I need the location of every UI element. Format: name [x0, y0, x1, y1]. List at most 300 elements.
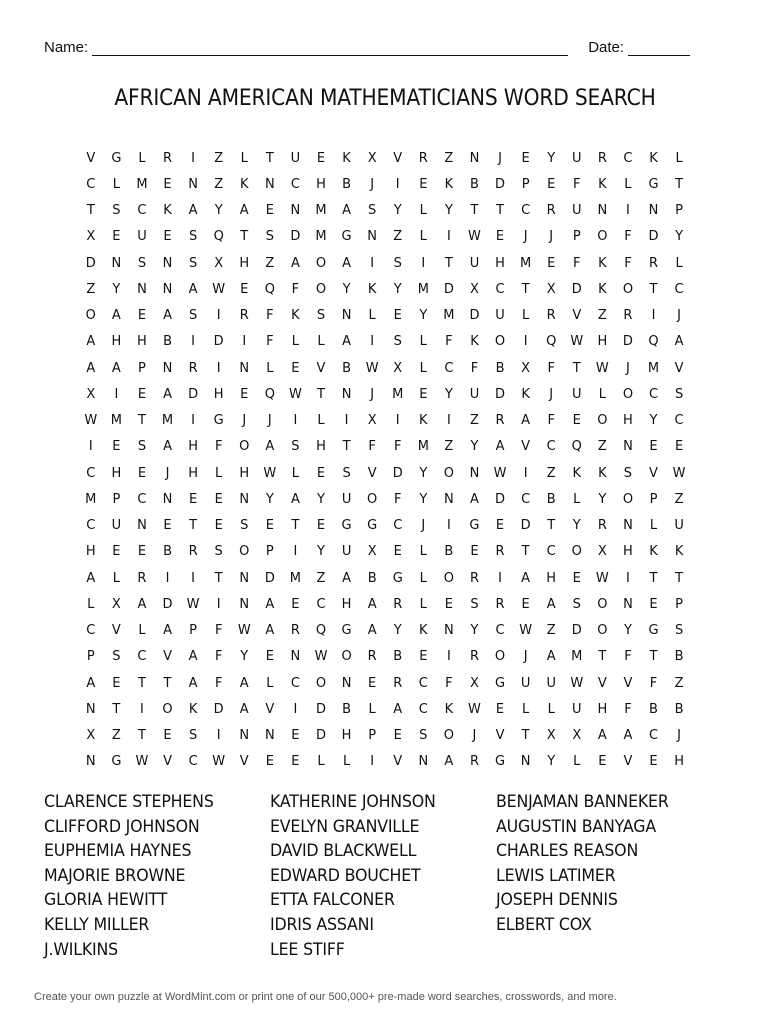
grid-letter: R	[290, 623, 300, 639]
grid-letter: L	[291, 334, 300, 350]
grid-letter: F	[547, 360, 555, 376]
grid-letter: Z	[265, 255, 275, 271]
grid-letter: X	[86, 386, 96, 402]
grid-letter: C	[444, 360, 454, 376]
grid-letter: F	[214, 675, 223, 691]
grid-letter: Z	[86, 281, 96, 297]
grid-row	[78, 723, 692, 749]
grid-letter: L	[419, 229, 427, 245]
grid-row	[78, 303, 692, 329]
grid-letter: O	[597, 596, 608, 612]
grid-letter: V	[597, 675, 607, 691]
word-list-item	[496, 940, 706, 960]
grid-letter: Y	[547, 150, 556, 166]
grid-letter: I	[216, 728, 221, 744]
grid-letter: L	[598, 386, 606, 402]
grid-letter: O	[367, 491, 378, 507]
grid-letter: D	[162, 596, 173, 612]
grid-letter: H	[341, 728, 352, 744]
grid-letter: W	[468, 229, 481, 245]
grid-letter: N	[239, 728, 250, 744]
grid-letter: L	[291, 465, 300, 481]
grid-letter: I	[191, 413, 196, 429]
grid-letter: N	[239, 596, 250, 612]
grid-letter: K	[342, 150, 351, 166]
grid-letter: A	[495, 439, 505, 455]
grid-letter: Z	[674, 491, 684, 507]
grid-letter: W	[519, 623, 533, 639]
grid-letter: H	[239, 465, 250, 481]
grid-letter: S	[316, 308, 326, 324]
grid-letter: L	[419, 544, 427, 560]
grid-letter: N	[444, 491, 454, 507]
grid-letter: F	[573, 176, 581, 192]
grid-row	[78, 224, 692, 250]
grid-letter: Y	[675, 229, 684, 245]
grid-letter: H	[623, 413, 633, 429]
grid-letter: L	[419, 596, 427, 612]
grid-letter: F	[649, 675, 658, 691]
grid-letter: I	[523, 465, 528, 481]
grid-letter: Y	[214, 203, 223, 219]
grid-letter: O	[315, 281, 327, 297]
grid-letter: W	[595, 360, 609, 376]
grid-letter: A	[342, 255, 352, 271]
header-row	[44, 34, 698, 56]
grid-letter: E	[316, 465, 326, 481]
word-list-item: ETTA FALCONER	[270, 890, 395, 911]
grid-letter: Y	[317, 491, 325, 507]
grid-letter: F	[214, 623, 223, 639]
grid-letter: B	[495, 360, 505, 376]
grid-letter: A	[546, 649, 556, 665]
grid-letter: N	[418, 754, 429, 770]
grid-letter: A	[342, 570, 352, 586]
grid-letter: V	[265, 701, 275, 717]
grid-letter: U	[572, 386, 582, 402]
grid-letter: G	[648, 176, 659, 192]
letter-grid	[78, 145, 692, 775]
grid-letter: X	[111, 596, 121, 612]
grid-letter: M	[392, 386, 404, 402]
grid-letter: W	[493, 465, 507, 481]
grid-letter: U	[111, 518, 122, 534]
grid-letter: A	[393, 701, 403, 717]
grid-letter: U	[341, 491, 352, 507]
grid-row	[78, 696, 692, 722]
grid-letter: R	[495, 544, 505, 560]
grid-letter: T	[240, 229, 249, 245]
grid-letter: Z	[111, 728, 121, 744]
grid-letter: E	[265, 203, 274, 219]
grid-letter: E	[265, 649, 274, 665]
grid-row	[78, 565, 692, 591]
grid-letter: Y	[317, 544, 325, 560]
grid-letter: O	[571, 544, 582, 560]
grid-letter: W	[570, 334, 584, 350]
word-list-item: IDRIS ASSANI	[270, 914, 374, 935]
grid-letter: O	[315, 675, 327, 691]
grid-letter: Z	[546, 623, 556, 639]
grid-letter: T	[317, 386, 325, 402]
grid-letter: Y	[393, 203, 402, 219]
grid-letter: L	[266, 675, 274, 691]
grid-letter: E	[137, 386, 147, 402]
grid-letter: L	[215, 465, 223, 481]
grid-letter: N	[341, 675, 352, 691]
grid-letter: F	[624, 255, 632, 271]
grid-letter: I	[216, 596, 221, 612]
grid-letter: A	[546, 596, 556, 612]
word-list-item: GLORIA HEWITT	[44, 890, 168, 911]
grid-letter: J	[549, 229, 554, 245]
grid-letter: I	[293, 544, 298, 560]
grid-letter: F	[393, 439, 402, 455]
grid-letter: J	[549, 386, 554, 402]
grid-letter: O	[443, 465, 454, 481]
grid-letter: N	[623, 596, 633, 612]
grid-letter: N	[623, 518, 633, 534]
grid-letter: O	[622, 491, 634, 507]
grid-letter: J	[498, 150, 502, 166]
grid-letter: T	[137, 728, 146, 744]
grid-letter: O	[494, 649, 506, 665]
grid-letter: L	[573, 754, 581, 770]
grid-letter: L	[624, 176, 632, 192]
grid-letter: C	[674, 413, 684, 429]
grid-letter: Q	[264, 386, 275, 402]
grid-letter: C	[495, 623, 505, 639]
grid-letter: N	[162, 281, 173, 297]
grid-letter: L	[240, 150, 248, 166]
grid-letter: G	[341, 623, 352, 639]
grid-letter: D	[290, 229, 301, 245]
grid-letter: D	[443, 281, 454, 297]
grid-row	[78, 381, 692, 407]
grid-letter: V	[521, 439, 531, 455]
grid-letter: E	[393, 544, 402, 560]
grid-letter: U	[572, 150, 582, 166]
grid-letter: C	[546, 439, 556, 455]
grid-letter: V	[239, 754, 249, 770]
grid-letter: P	[521, 176, 530, 192]
grid-letter: P	[112, 491, 121, 507]
grid-letter: B	[163, 334, 172, 350]
grid-letter: G	[367, 518, 378, 534]
grid-letter: I	[344, 413, 349, 429]
grid-letter: H	[85, 544, 96, 560]
grid-letter: N	[162, 360, 173, 376]
grid-letter: Y	[393, 281, 402, 297]
grid-letter: S	[214, 544, 223, 560]
grid-letter: E	[137, 544, 147, 560]
grid-letter: C	[86, 465, 96, 481]
grid-letter: C	[521, 203, 531, 219]
grid-letter: I	[626, 570, 630, 586]
grid-letter: X	[214, 255, 224, 271]
word-list-item: J.WILKINS	[44, 939, 119, 960]
grid-letter: Y	[470, 623, 479, 639]
grid-letter: A	[163, 308, 172, 324]
grid-letter: K	[649, 150, 658, 166]
grid-letter: Y	[419, 308, 428, 324]
grid-letter: E	[419, 386, 428, 402]
grid-letter: S	[393, 255, 402, 271]
grid-letter: G	[111, 150, 122, 166]
word-list-item: EVELYN GRANVILLE	[270, 816, 420, 837]
grid-letter: Z	[546, 465, 556, 481]
grid-letter: N	[341, 386, 352, 402]
grid-letter: R	[546, 203, 556, 219]
grid-letter: W	[314, 649, 328, 665]
grid-letter: R	[188, 360, 198, 376]
grid-letter: H	[316, 439, 326, 455]
word-list-item: LEWIS LATIMER	[496, 865, 616, 886]
grid-letter: R	[469, 570, 479, 586]
grid-letter: I	[293, 701, 298, 717]
grid-letter: C	[137, 491, 147, 507]
grid-letter: A	[623, 728, 633, 744]
grid-letter: A	[239, 701, 249, 717]
grid-letter: R	[469, 649, 479, 665]
grid-letter: K	[444, 176, 454, 192]
grid-letter: T	[189, 518, 198, 534]
grid-letter: U	[572, 701, 582, 717]
grid-letter: F	[368, 439, 376, 455]
name-field-line[interactable]	[92, 39, 568, 56]
grid-letter: Z	[214, 176, 224, 192]
grid-letter: N	[469, 150, 480, 166]
grid-letter: C	[137, 203, 147, 219]
grid-letter: O	[443, 570, 454, 586]
grid-letter: Q	[264, 281, 275, 297]
grid-letter: U	[290, 150, 301, 166]
page-title: AFRICAN AMERICAN MATHEMATICIANS WORD SEARCH	[114, 86, 656, 111]
grid-letter: I	[446, 518, 451, 534]
grid-letter: L	[87, 596, 95, 612]
grid-letter: F	[624, 649, 632, 665]
grid-letter: E	[598, 754, 607, 770]
grid-letter: X	[470, 675, 479, 691]
grid-row	[78, 276, 692, 302]
grid-letter: F	[266, 334, 274, 350]
date-field-line[interactable]	[628, 39, 690, 56]
grid-letter: A	[674, 334, 684, 350]
grid-letter: W	[263, 465, 277, 481]
grid-letter: R	[137, 570, 147, 586]
grid-letter: E	[649, 754, 658, 770]
grid-letter: I	[370, 754, 375, 770]
grid-letter: M	[647, 360, 660, 376]
grid-letter: X	[393, 360, 403, 376]
word-list-item: LEE STIFF	[270, 939, 345, 960]
grid-letter: O	[622, 281, 634, 297]
grid-letter: J	[242, 413, 247, 429]
grid-row	[78, 460, 692, 486]
grid-letter: K	[598, 176, 607, 192]
grid-letter: K	[598, 281, 607, 297]
grid-letter: A	[290, 255, 300, 271]
grid-letter: F	[445, 675, 453, 691]
grid-letter: Y	[265, 491, 274, 507]
grid-letter: L	[317, 754, 325, 770]
grid-letter: S	[240, 518, 249, 534]
grid-letter: B	[674, 649, 684, 665]
grid-letter: Q	[648, 334, 659, 350]
word-list-item: CLIFFORD JOHNSON	[44, 816, 200, 837]
grid-letter: S	[188, 255, 198, 271]
grid-letter: W	[237, 623, 251, 639]
grid-letter: W	[212, 281, 226, 297]
grid-letter: L	[112, 570, 120, 586]
grid-letter: H	[111, 465, 122, 481]
grid-letter: L	[675, 150, 683, 166]
grid-letter: A	[342, 203, 352, 219]
grid-letter: P	[86, 649, 95, 665]
grid-letter: A	[239, 203, 249, 219]
grid-letter: S	[188, 229, 198, 245]
word-list-item: JOSEPH DENNIS	[496, 890, 618, 911]
grid-letter: S	[674, 386, 684, 402]
grid-letter: V	[163, 754, 172, 770]
grid-letter: R	[469, 754, 479, 770]
word-list-item: CHARLES REASON	[496, 841, 639, 862]
grid-letter: A	[111, 360, 121, 376]
grid-letter: O	[85, 308, 96, 324]
grid-letter: B	[444, 544, 454, 560]
grid-letter: Y	[444, 386, 453, 402]
grid-letter: W	[468, 701, 481, 717]
grid-letter: H	[674, 754, 684, 770]
grid-letter: U	[674, 518, 684, 534]
grid-letter: W	[672, 465, 686, 481]
grid-letter: N	[520, 754, 531, 770]
grid-letter: Y	[393, 623, 402, 639]
grid-letter: S	[674, 623, 684, 639]
grid-letter: Q	[315, 623, 327, 639]
grid-letter: R	[495, 413, 505, 429]
grid-letter: Y	[572, 518, 581, 534]
grid-letter: D	[315, 728, 326, 744]
grid-letter: E	[316, 150, 326, 166]
grid-letter: E	[291, 360, 300, 376]
grid-letter: P	[675, 203, 683, 219]
name-label: Name:	[44, 39, 89, 56]
grid-letter: A	[521, 413, 531, 429]
grid-letter: M	[417, 439, 429, 455]
grid-letter: O	[239, 439, 250, 455]
grid-letter: E	[649, 596, 658, 612]
grid-letter: S	[137, 255, 147, 271]
grid-letter: I	[498, 570, 502, 586]
grid-letter: K	[598, 465, 607, 481]
grid-row	[78, 591, 692, 617]
word-list	[44, 792, 734, 960]
grid-letter: E	[316, 518, 326, 534]
grid-letter: W	[595, 570, 609, 586]
grid-letter: T	[163, 675, 172, 691]
word-list-item: EDWARD BOUCHET	[270, 865, 421, 886]
grid-letter: O	[597, 623, 608, 639]
grid-letter: W	[135, 754, 149, 770]
grid-letter: L	[138, 623, 146, 639]
grid-letter: T	[675, 176, 684, 192]
grid-letter: E	[649, 439, 658, 455]
grid-letter: Y	[342, 281, 351, 297]
grid-letter: R	[546, 308, 556, 324]
grid-row	[78, 513, 692, 539]
grid-letter: K	[419, 623, 428, 639]
grid-letter: N	[367, 229, 378, 245]
grid-letter: E	[291, 754, 300, 770]
grid-letter: H	[111, 334, 122, 350]
grid-letter: E	[495, 701, 505, 717]
grid-letter: G	[213, 413, 224, 429]
grid-letter: S	[112, 203, 121, 219]
grid-letter: A	[265, 439, 275, 455]
grid-letter: T	[342, 439, 351, 455]
grid-letter: L	[317, 334, 325, 350]
grid-letter: A	[137, 596, 147, 612]
grid-letter: B	[342, 176, 352, 192]
grid-letter: Y	[444, 203, 453, 219]
grid-letter: I	[446, 649, 451, 665]
grid-letter: N	[623, 439, 633, 455]
grid-letter: E	[393, 308, 402, 324]
grid-letter: A	[444, 754, 454, 770]
grid-letter: N	[137, 518, 147, 534]
grid-letter: R	[188, 544, 198, 560]
grid-letter: O	[494, 334, 506, 350]
grid-letter: F	[291, 281, 300, 297]
grid-letter: T	[521, 728, 530, 744]
grid-letter: I	[421, 255, 426, 271]
grid-letter: B	[546, 491, 556, 507]
grid-letter: U	[546, 675, 556, 691]
grid-letter: T	[137, 675, 146, 691]
grid-letter: T	[675, 570, 684, 586]
grid-letter: W	[570, 675, 584, 691]
grid-letter: S	[188, 728, 198, 744]
grid-letter: W	[288, 386, 302, 402]
grid-letter: Z	[597, 439, 607, 455]
grid-letter: J	[523, 229, 528, 245]
grid-letter: T	[649, 281, 658, 297]
grid-letter: A	[86, 675, 96, 691]
grid-letter: T	[521, 544, 530, 560]
grid-row	[78, 670, 692, 696]
grid-letter: N	[469, 465, 480, 481]
grid-letter: E	[521, 596, 530, 612]
grid-letter: I	[140, 701, 144, 717]
grid-letter: V	[316, 360, 326, 376]
grid-letter: B	[470, 176, 479, 192]
grid-letter: S	[137, 439, 147, 455]
grid-letter: N	[137, 281, 147, 297]
grid-letter: A	[188, 203, 198, 219]
grid-letter: H	[316, 176, 326, 192]
grid-row	[78, 198, 692, 224]
grid-letter: L	[521, 308, 530, 324]
grid-letter: I	[242, 334, 247, 350]
grid-letter: X	[597, 544, 607, 560]
grid-letter: S	[342, 465, 351, 481]
grid-row	[78, 145, 692, 171]
grid-letter: G	[495, 754, 506, 770]
grid-letter: T	[86, 203, 95, 219]
grid-letter: O	[597, 229, 608, 245]
grid-row	[78, 434, 692, 460]
